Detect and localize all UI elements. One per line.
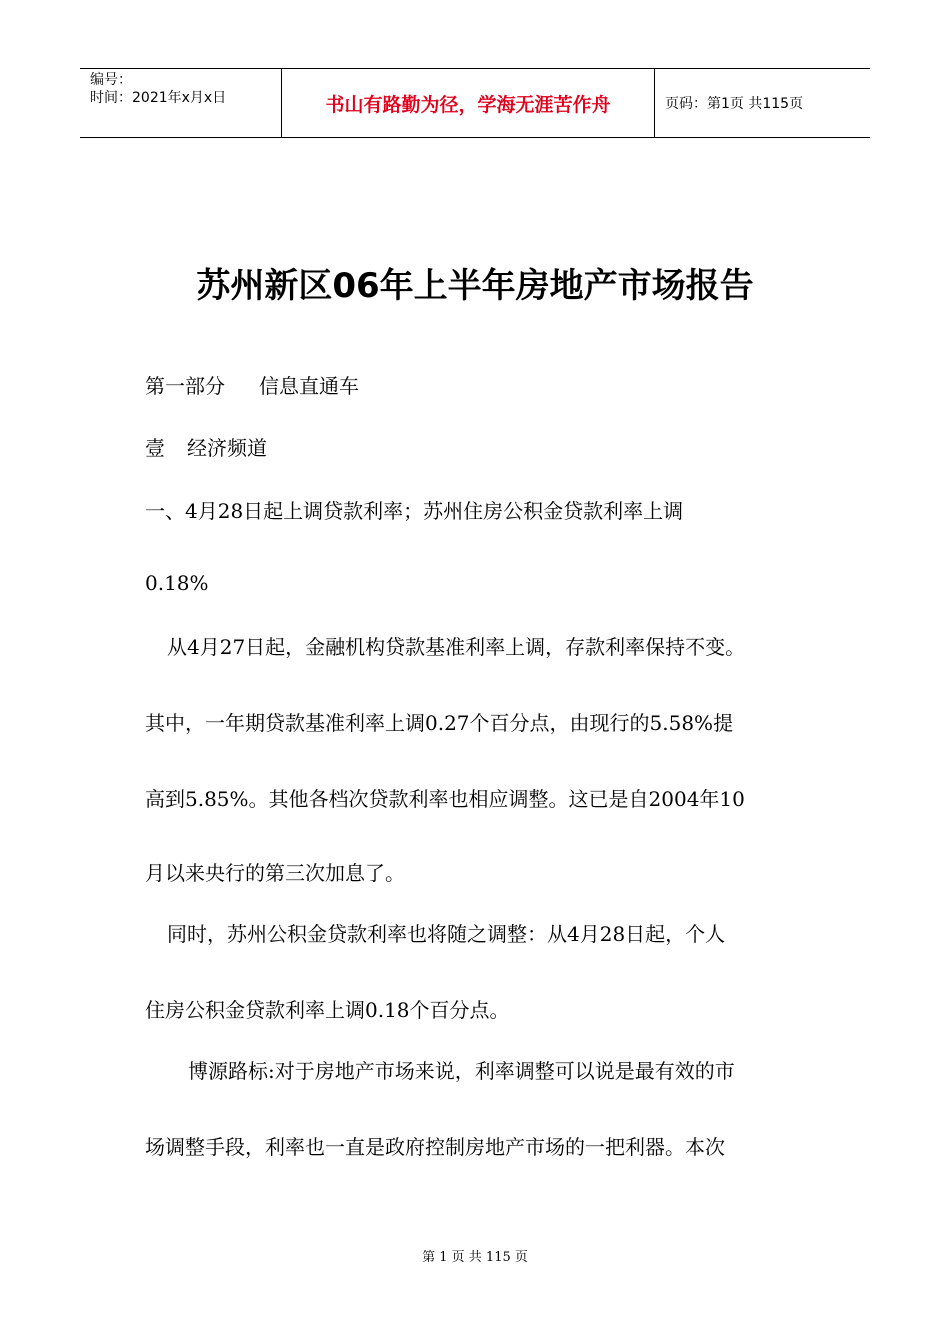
news-headline: 一、4月28日起上调贷款利率；苏州住房公积金贷款利率上调 [145, 499, 684, 523]
section-part-title: 信息直通车 [259, 374, 359, 398]
subsection-heading [145, 432, 267, 461]
news-headline-cont: 0.18% [145, 571, 209, 595]
document-date: 时间：2021年x月x日 [90, 90, 227, 106]
paragraph-line: 场调整手段，利率也一直是政府控制房地产市场的一把利器。本次 [145, 1135, 725, 1159]
paragraph-line: 博源路标:对于房地产市场来说，利率调整可以说是最有效的市 [188, 1059, 735, 1083]
paragraph-line: 同时，苏州公积金贷款利率也将随之调整：从4月28日起，个人 [167, 922, 726, 946]
page-footer: 第 1 页 共 115 页 [422, 1250, 528, 1265]
document-number-label: 编号： [90, 72, 132, 88]
subsection-title: 经济频道 [187, 436, 267, 460]
document-header [80, 68, 870, 138]
paragraph-line: 其中，一年期贷款基准利率上调0.27个百分点，由现行的5.58%提 [145, 711, 734, 735]
paragraph-line: 从4月27日起，金融机构贷款基准利率上调，存款利率保持不变。 [167, 635, 746, 659]
section-part: 第一部分 [145, 374, 225, 398]
header-meta [80, 69, 281, 137]
paragraph-line: 月以来央行的第三次加息了。 [145, 861, 405, 885]
header-motto: 书山有路勤为径，学海无涯苦作舟 [325, 93, 611, 116]
header-motto-cell [281, 69, 655, 137]
header-page-info: 页码：第1页 共115页 [665, 96, 804, 112]
paragraph-line: 住房公积金贷款利率上调0.18个百分点。 [145, 998, 510, 1022]
subsection-number: 壹 [145, 436, 165, 460]
document-title: 苏州新区06年上半年房地产市场报告 [196, 266, 754, 306]
paragraph-line: 高到5.85%。其他各档次贷款利率也相应调整。这已是自2004年10 [145, 787, 745, 811]
section-heading [145, 370, 359, 399]
